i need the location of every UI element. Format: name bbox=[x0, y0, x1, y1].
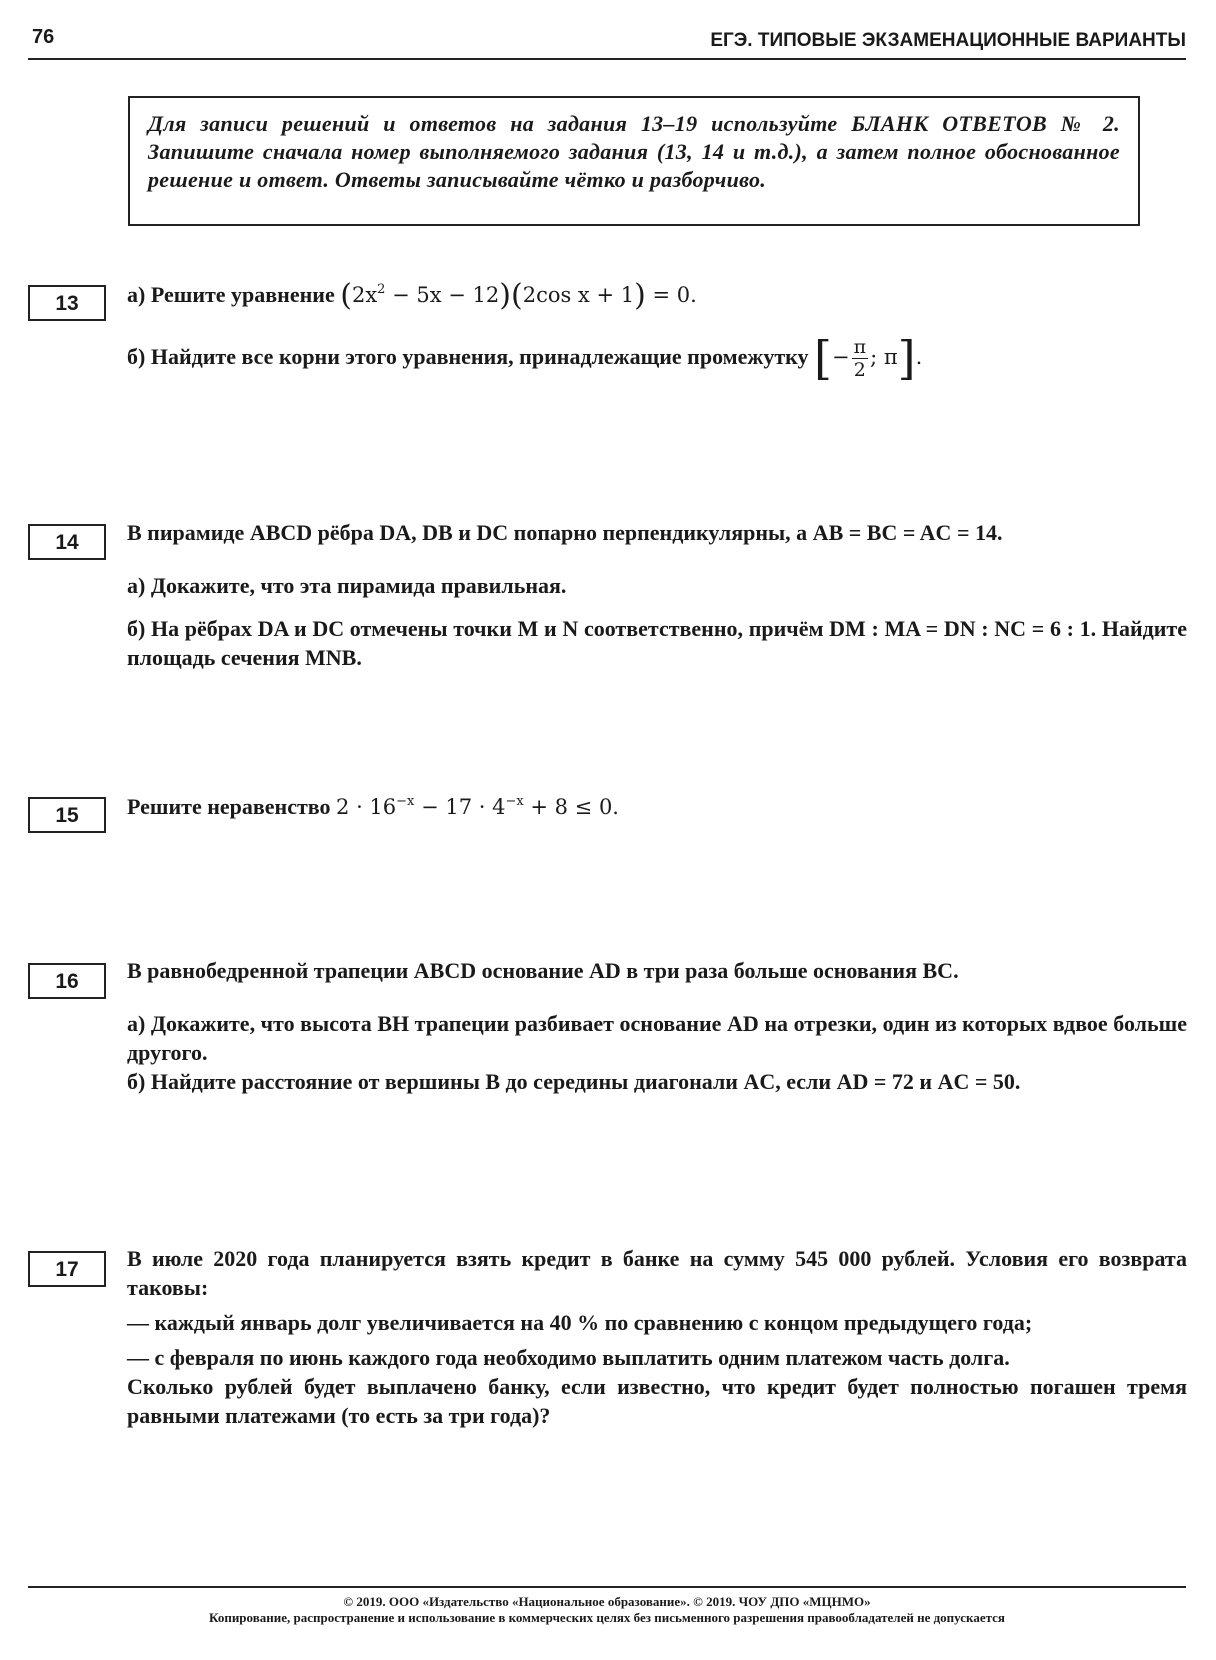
interval-rest: ; π bbox=[870, 345, 898, 369]
eq-term-3: 2cos x + 1 bbox=[522, 283, 635, 307]
ineq-exp-1: −x bbox=[396, 794, 415, 809]
task-16-part-b: б) Найдите расстояние от вершины B до середины диагонали AC, если AD = 72 и AC = 50. bbox=[127, 1069, 1021, 1094]
ineq-term-3: + 8 ≤ 0. bbox=[523, 795, 619, 819]
page-header bbox=[28, 26, 1186, 60]
interval-minus: − bbox=[831, 345, 850, 369]
eq-term-1: 2x bbox=[351, 283, 378, 307]
footer-rights: Копирование, распространение и использование в коммерческих целях без письменного разрешения правообладателей не допускается bbox=[209, 1610, 1005, 1625]
task-15-label: Решите неравенство bbox=[127, 794, 331, 819]
task-16 bbox=[127, 956, 1187, 1096]
task-17 bbox=[127, 1244, 1187, 1430]
task-number-16: 16 bbox=[28, 963, 106, 999]
task-17-question: Сколько рублей будет выплачено банку, если известно, что кредит будет полностью погашен тремя равными платежами (то есть за три года)? bbox=[127, 1374, 1187, 1428]
task-number-17: 17 bbox=[28, 1251, 106, 1287]
task-17-condition-2: — с февраля по июнь каждого года необходимо выплатить одним платежом часть долга. bbox=[127, 1345, 1010, 1370]
task-number-14: 14 bbox=[28, 524, 106, 560]
task-13-interval: [− $\frac{\pi}{2}$ ; π]. bbox=[814, 331, 923, 385]
task-13-b-label: б) Найдите все корни этого уравнения, принадлежащие промежутку bbox=[127, 344, 809, 369]
ineq-term-2: − 17 · 4 bbox=[414, 795, 506, 819]
instructions-box: Для записи решений и ответов на задания 13–19 используйте БЛАНК ОТВЕТОВ № 2. Запишите сначала номер выполняемого задания (13, 14 и т.д.), а затем полное обоснованное решение и ответ. Ответы записывайте чётко и разборчиво. bbox=[128, 96, 1140, 226]
interval-end: . bbox=[915, 345, 923, 369]
ineq-term-1: 2 · 16 bbox=[336, 795, 397, 819]
task-13 bbox=[127, 278, 1187, 385]
eq-exponent: 2 bbox=[377, 282, 386, 297]
task-13-part-b bbox=[127, 331, 1187, 385]
page-footer bbox=[28, 1586, 1186, 1626]
task-14 bbox=[127, 518, 1187, 672]
task-15-statement bbox=[127, 792, 1187, 822]
task-14-part-a: а) Докажите, что эта пирамида правильная. bbox=[127, 573, 567, 598]
task-14-part-b: б) На рёбрах DA и DC отмечены точки M и N соответственно, причём DM : MA = DN : NC = 6 : 1. Найдите площадь сечения MNB. bbox=[127, 616, 1187, 670]
task-16-intro: В равнобедренной трапеции ABCD основание AD в три раза больше основания BC. bbox=[127, 958, 959, 983]
running-title: ЕГЭ. ТИПОВЫЕ ЭКЗАМЕНАЦИОННЫЕ ВАРИАНТЫ bbox=[710, 30, 1186, 51]
task-14-intro: В пирамиде ABCD рёбра DA, DB и DC попарно перпендикулярны, а AB = BC = AC = 14. bbox=[127, 520, 1003, 545]
task-number-13: 13 bbox=[28, 285, 106, 321]
fraction-numerator: π bbox=[853, 336, 867, 358]
eq-term-2: − 5x − 12 bbox=[385, 283, 500, 307]
fraction-denominator: 2 bbox=[853, 359, 866, 381]
task-number-15: 15 bbox=[28, 797, 106, 833]
task-13-part-a bbox=[127, 278, 1187, 313]
task-15 bbox=[127, 792, 1187, 822]
task-16-part-a: а) Докажите, что высота BH трапеции разбивает основание AD на отрезки, один из которых вдвое больше другого. bbox=[127, 1011, 1187, 1065]
ineq-exp-2: −x bbox=[505, 794, 524, 809]
footer-copyright: © 2019. ООО «Издательство «Национальное образование». © 2019. ЧОУ ДПО «МЦНМО» bbox=[343, 1594, 871, 1609]
task-17-condition-1: — каждый январь долг увеличивается на 40 % по сравнению с концом предыдущего года; bbox=[127, 1310, 1033, 1335]
task-13-a-label: а) Решите уравнение bbox=[127, 282, 335, 307]
page-number: 76 bbox=[32, 26, 55, 48]
task-15-inequality bbox=[336, 795, 619, 819]
task-13-equation: $(2x^2 - 5x - 12)(2\cos$ x + 1) = 0. bbox=[340, 278, 697, 313]
eq-term-4: = 0. bbox=[645, 283, 697, 307]
interval-fraction bbox=[852, 336, 869, 381]
task-17-intro: В июле 2020 года планируется взять кредит в банке на сумму 545 000 рублей. Условия его возврата таковы: bbox=[127, 1246, 1187, 1300]
